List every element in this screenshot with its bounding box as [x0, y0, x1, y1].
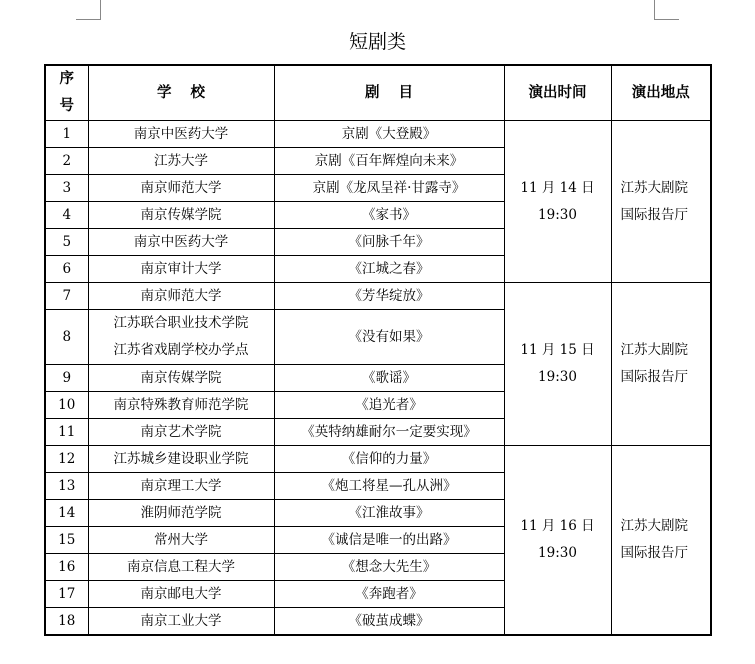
venue-line2: 国际报告厅 [620, 206, 688, 223]
program-cell: 《江城之春》 [274, 256, 504, 283]
performance-venue-cell [611, 283, 711, 446]
school-cell: 南京特殊教育师范学院 [88, 392, 274, 419]
venue-line1: 江苏大剧院 [620, 342, 688, 358]
school-cell: 南京审计大学 [88, 256, 274, 283]
program-cell: 《破茧成蝶》 [274, 608, 504, 636]
school-cell: 南京师范大学 [88, 283, 274, 310]
school-cell: 南京信息工程大学 [88, 554, 274, 581]
venue-line2: 国际报告厅 [620, 545, 688, 561]
header-index-line1: 序 [59, 71, 74, 87]
program-cell: 《歌谣》 [274, 365, 504, 392]
performance-clock-time: 19:30 [538, 206, 577, 223]
school-cell: 南京中医药大学 [88, 121, 274, 148]
row-number: 3 [45, 175, 88, 202]
performance-clock-time: 19:30 [538, 369, 577, 385]
program-cell: 《英特纳雄耐尔一定要实现》 [274, 419, 504, 446]
school-cell [88, 310, 274, 365]
header-time: 演出时间 [504, 65, 611, 121]
page-corner-mark-top-left-vertical [100, 0, 101, 19]
row-number: 9 [45, 365, 88, 392]
row-number: 18 [45, 608, 88, 636]
row-number: 6 [45, 256, 88, 283]
row-number: 13 [45, 473, 88, 500]
table-row [45, 446, 711, 473]
program-cell: 《问脉千年》 [274, 229, 504, 256]
row-number: 1 [45, 121, 88, 148]
row-number: 14 [45, 500, 88, 527]
row-number: 17 [45, 581, 88, 608]
school-cell: 南京师范大学 [88, 175, 274, 202]
program-cell: 《没有如果》 [274, 310, 504, 365]
program-cell: 《想念大先生》 [274, 554, 504, 581]
program-cell: 《奔跑者》 [274, 581, 504, 608]
school-line2: 江苏省戏剧学校办学点 [113, 342, 249, 358]
school-cell: 南京艺术学院 [88, 419, 274, 446]
program-cell: 京剧《龙凤呈祥·甘露寺》 [274, 175, 504, 202]
header-place: 演出地点 [611, 65, 711, 121]
program-cell: 《信仰的力量》 [274, 446, 504, 473]
table-header-row [45, 65, 711, 121]
row-number: 4 [45, 202, 88, 229]
row-number: 12 [45, 446, 88, 473]
school-line1: 江苏联合职业技术学院 [113, 315, 249, 331]
page-title: 短剧类 [348, 31, 406, 53]
performance-date: 11 月 16 日 [520, 518, 595, 534]
program-cell: 《家书》 [274, 202, 504, 229]
page-corner-mark-top-right-horizontal [654, 19, 679, 20]
program-cell: 《炮工将星—孔从洲》 [274, 473, 504, 500]
school-cell: 常州大学 [88, 527, 274, 554]
school-cell: 南京传媒学院 [88, 365, 274, 392]
page-corner-mark-top-left-horizontal [76, 19, 101, 20]
row-number: 10 [45, 392, 88, 419]
school-cell: 南京中医药大学 [88, 229, 274, 256]
school-cell: 南京理工大学 [88, 473, 274, 500]
performance-time-cell [504, 283, 611, 446]
row-number: 16 [45, 554, 88, 581]
program-cell: 《芳华绽放》 [274, 283, 504, 310]
program-cell: 《江淮故事》 [274, 500, 504, 527]
table-row [45, 283, 711, 310]
header-index-line2: 号 [59, 98, 74, 114]
program-cell: 京剧《大登殿》 [274, 121, 504, 148]
program-cell: 京剧《百年辉煌向未来》 [274, 148, 504, 175]
row-number: 15 [45, 527, 88, 554]
performance-clock-time: 19:30 [538, 545, 577, 561]
school-cell: 南京工业大学 [88, 608, 274, 636]
performance-date: 11 月 14 日 [520, 179, 595, 196]
row-number: 7 [45, 283, 88, 310]
program-cell: 《追光者》 [274, 392, 504, 419]
row-number: 11 [45, 419, 88, 446]
school-cell: 南京邮电大学 [88, 581, 274, 608]
table-row [45, 121, 711, 148]
row-number: 2 [45, 148, 88, 175]
row-number: 8 [45, 310, 88, 365]
school-cell: 江苏大学 [88, 148, 274, 175]
program-cell: 《诚信是唯一的出路》 [274, 527, 504, 554]
page-corner-mark-top-right-vertical [654, 0, 655, 19]
venue-line1: 江苏大剧院 [620, 179, 688, 196]
header-program: 剧 目 [274, 65, 504, 121]
row-number: 5 [45, 229, 88, 256]
school-cell: 南京传媒学院 [88, 202, 274, 229]
performance-venue-cell [611, 446, 711, 636]
school-cell: 淮阴师范学院 [88, 500, 274, 527]
header-index [45, 65, 88, 121]
venue-line1: 江苏大剧院 [620, 518, 688, 534]
performance-time-cell [504, 446, 611, 636]
school-cell: 江苏城乡建设职业学院 [88, 446, 274, 473]
performance-venue-cell [611, 121, 711, 283]
performance-date: 11 月 15 日 [520, 342, 595, 358]
venue-line2: 国际报告厅 [620, 369, 688, 385]
performance-schedule-table [44, 64, 712, 636]
header-school: 学 校 [88, 65, 274, 121]
performance-time-cell [504, 121, 611, 283]
